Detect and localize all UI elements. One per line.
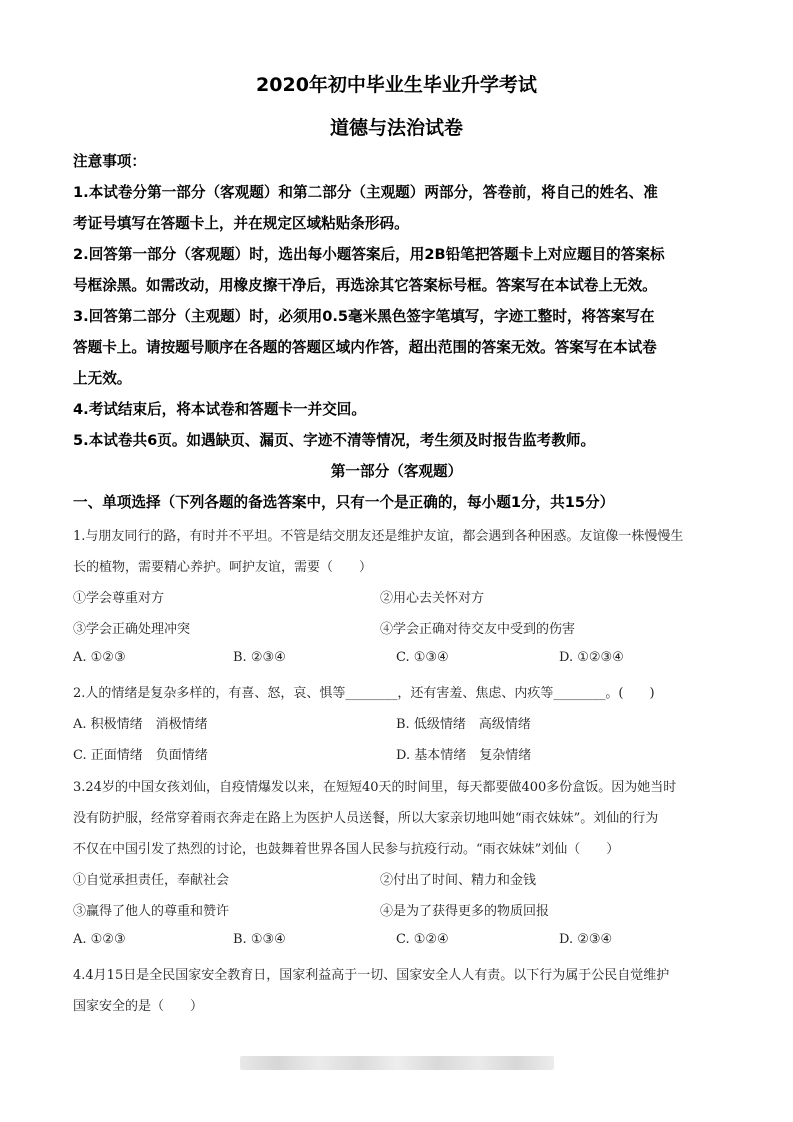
- question-3-line: 没有防护服，经常穿着雨衣奔走在路上为医护人员送餐，所以大家亲切地叫她“雨衣妹妹”。刘仙的行为: [73, 811, 659, 826]
- question-1-choice-c: C. ①③④: [396, 650, 449, 665]
- question-3-choice-b: B. ①③④: [233, 932, 286, 947]
- question-1-choice-b: B. ②③④: [233, 650, 286, 665]
- notice-heading: 注意事项：: [73, 153, 146, 170]
- question-3-item: ②付出了时间、精力和金钱: [380, 873, 537, 888]
- notice-line: 3.回答第二部分（主观题）时，必须用0.5毫米黑色签字笔填写，字迹工整时，将答案写在: [73, 308, 655, 325]
- notice-line: 1.本试卷分第一部分（客观题）和第二部分（主观题）两部分，答卷前，将自己的姓名、准: [73, 184, 658, 201]
- exam-subtitle: 道德与法治试卷: [329, 117, 463, 139]
- notice-line: 2.回答第一部分（客观题）时，选出每小题答案后，用2B铅笔把答题卡上对应题目的答案标: [73, 246, 665, 263]
- exam-title: 2020年初中毕业生毕业升学考试: [256, 74, 537, 96]
- part1-heading: 第一部分（客观题）: [330, 463, 463, 480]
- question-1-item: ④学会正确对待交友中受到的伤害: [380, 622, 576, 637]
- question-1-choice-a: A. ①②③: [73, 650, 126, 665]
- notice-line: 号框涂黑。如需改动，用橡皮擦干净后，再选涂其它答案标号框。答案写在本试卷上无效。: [73, 277, 657, 294]
- question-1-choice-d: D. ①②③④: [559, 650, 624, 665]
- question-2-choice-a: A. 积极情绪 消极情绪: [73, 717, 208, 732]
- question-1-line: 长的植物，需要精心养护。呵护友谊，需要（ ）: [73, 560, 373, 575]
- blurred-footer-watermark: [240, 1056, 554, 1070]
- question-2-choice-c: C. 正面情绪 负面情绪: [73, 748, 208, 763]
- question-4-line: 4.4月15日是全民国家安全教育日，国家利益高于一切、国家安全人人有责。以下行为属于公民自觉维护: [73, 968, 670, 983]
- question-3-item: ③赢得了他人的尊重和赞许: [73, 904, 230, 919]
- question-3-item: ④是为了获得更多的物质回报: [380, 904, 550, 919]
- question-1-item: ②用心去关怀对方: [380, 591, 485, 606]
- question-2-line: 2.人的情绪是复杂多样的，有喜、怒，哀、惧等________，还有害羞、焦虑、内疚等________。( ): [73, 686, 655, 701]
- question-2-choice-b: B. 低级情绪 高级情绪: [396, 717, 531, 732]
- notice-line: 上无效。: [73, 370, 132, 387]
- question-3-choice-a: A. ①②③: [73, 932, 126, 947]
- notice-line: 答题卡上。请按题号顺序在各题的答题区域内作答，超出范围的答案无效。答案写在本试卷: [73, 339, 657, 356]
- question-2-choice-d: D. 基本情绪 复杂情绪: [396, 748, 532, 763]
- question-1-item: ③学会正确处理冲突: [73, 622, 191, 637]
- question-3-choice-d: D. ②③④: [559, 932, 613, 947]
- notice-line: 5.本试卷共6页。如遇缺页、漏页、字迹不清等情况，考生须及时报告监考教师。: [73, 432, 596, 449]
- question-3-choice-c: C. ①②④: [396, 932, 449, 947]
- question-3-item: ①自觉承担责任，奉献社会: [73, 873, 230, 888]
- question-1-item: ①学会尊重对方: [73, 591, 165, 606]
- question-3-line: 3.24岁的中国女孩刘仙，自疫情爆发以来，在短短40天的时间里，每天都要做400多份盒饭。因为她当时: [73, 780, 677, 795]
- question-1-line: 1.与朋友同行的路，有时并不平坦。不管是结交朋友还是维护友谊，都会遇到各种困惑。友谊像一株慢慢生: [73, 529, 684, 544]
- question-3-line: 不仅在中国引发了热烈的讨论，也鼓舞着世界各国人民参与抗疫行动。“雨衣妹妹”刘仙（ ）: [73, 842, 620, 857]
- notice-line: 4.考试结束后，将本试卷和答题卡一并交回。: [73, 401, 366, 418]
- section-heading: 一、单项选择（下列各题的备选答案中，只有一个是正确的，每小题1分，共15分）: [73, 494, 615, 511]
- question-4-line: 国家安全的是（ ）: [73, 999, 204, 1014]
- notice-line: 考证号填写在答题卡上，并在规定区域粘贴条形码。: [73, 215, 409, 232]
